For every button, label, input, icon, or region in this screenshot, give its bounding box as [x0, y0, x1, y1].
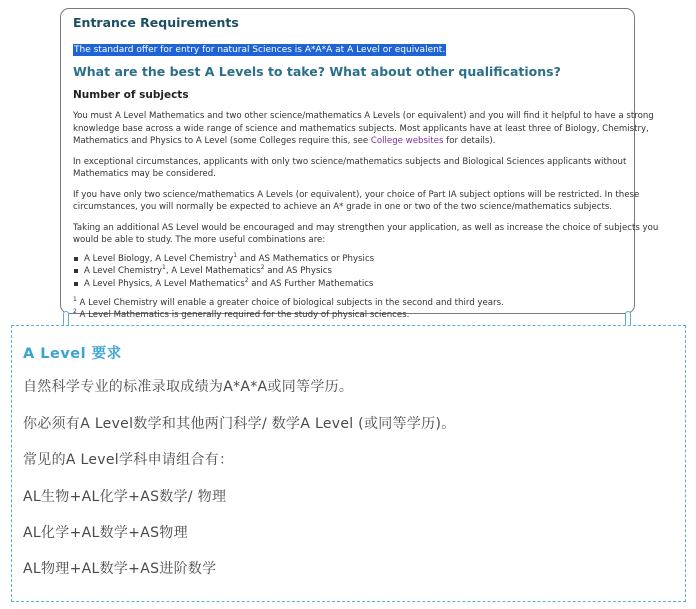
summary-line: AL物理+AL数学+AS进阶数学 [23, 561, 217, 577]
summary-line: 常见的A Level学科申请组合有： [23, 452, 234, 468]
card-content [73, 15, 659, 321]
summary-line: 你必须有A Level数学和其他两门科学/ 数学A Level (或同等学历)。 [23, 416, 456, 432]
best-a-levels-subheading: What are the best A Levels to take? What about other qualifications? [73, 64, 561, 79]
list-item-text: A Level Biology, A Level Chemistry [84, 253, 234, 264]
footnote-text: A Level Mathematics is generally required for the study of physical sciences. [76, 310, 410, 320]
footnote-marker: 1 [73, 296, 77, 303]
footnote-2 [73, 309, 648, 321]
college-websites-link[interactable]: College websites [370, 136, 444, 146]
summary-title: A Level 要求 [23, 346, 122, 362]
paragraph-line: Mathematics may be considered. [73, 169, 216, 179]
paragraph-line [73, 135, 648, 148]
footnote-marker: 2 [260, 264, 265, 271]
list-item [73, 265, 648, 278]
list-item [73, 253, 648, 266]
paragraph-line: knowledge base across a wide range of science and mathematics subjects. Most applicants have at least three of Biology, Chemistry, [73, 123, 649, 134]
summary-line: AL化学+AL数学+AS物理 [23, 525, 188, 541]
footnote-marker: 1 [162, 264, 166, 271]
list-item-text: and AS Mathematics or Physics [237, 253, 375, 264]
list-item-text: and AS Further Mathematics [248, 278, 374, 289]
paragraph-line: In exceptional circumstances, applicants with only two science/mathematics subjects and Biological Sciences applicants without [73, 156, 627, 167]
summary-line: 自然科学专业的标准录取成绩为A*A*A或同等学历。 [23, 379, 354, 395]
paragraph-line: You must A Level Mathematics and two other science/mathematics A Levels (or equivalent) and you will find it helpful to have a strong [73, 111, 654, 121]
footnote-text: A Level Chemistry will enable a greater choice of biological subjects in the second and third years. [76, 298, 504, 308]
footnote-marker: 1 [233, 251, 238, 259]
paragraph-line: Taking an additional AS Level would be encouraged and may strengthen your application, as well as increase the choice of subjects you [73, 222, 659, 233]
paragraph-additional-as-level [73, 222, 659, 247]
list-item-text: , A Level Mathematics [165, 266, 261, 276]
paragraph-text: Mathematics and Physics to A Level (some Colleges require this, see [73, 136, 371, 146]
list-item-text: A Level Physics, A Level Mathematics [84, 278, 245, 289]
paragraph-text: for details). [443, 136, 496, 146]
number-of-subjects-title: Number of subjects [73, 89, 189, 101]
summary-line: AL生物+AL化学+AS数学/ 物理 [23, 489, 227, 505]
paragraph-line: would be able to study. The more useful combinations are: [73, 235, 326, 245]
summary-box [11, 325, 686, 602]
paragraph-exceptional [73, 156, 648, 181]
screenshot-card [60, 8, 659, 320]
footnote-1 [73, 297, 648, 309]
combinations-list [73, 253, 648, 291]
footnote-marker: 2 [73, 308, 77, 315]
highlighted-standard-offer: The standard offer for entry for natural Sciences is A*A*A at A Level or equivalent. [74, 45, 446, 55]
paragraph-two-subjects [73, 189, 648, 214]
paragraph-requirements [73, 110, 654, 148]
entrance-requirements-heading: Entrance Requirements [73, 15, 239, 30]
footnotes [73, 297, 648, 321]
list-item-text: and AS Physics [264, 266, 333, 276]
list-item-text: A Level Chemistry [84, 266, 162, 276]
list-item [73, 278, 648, 291]
paragraph-line: If you have only two science/mathematics A Levels (or equivalent), your choice of Part IA subject options will be restricted. In these [73, 189, 640, 200]
paragraph-line: circumstances, you will normally be expected to achieve an A* grade in one or two of the two science/mathematics subjects. [73, 202, 613, 212]
footnote-marker: 2 [244, 276, 249, 284]
